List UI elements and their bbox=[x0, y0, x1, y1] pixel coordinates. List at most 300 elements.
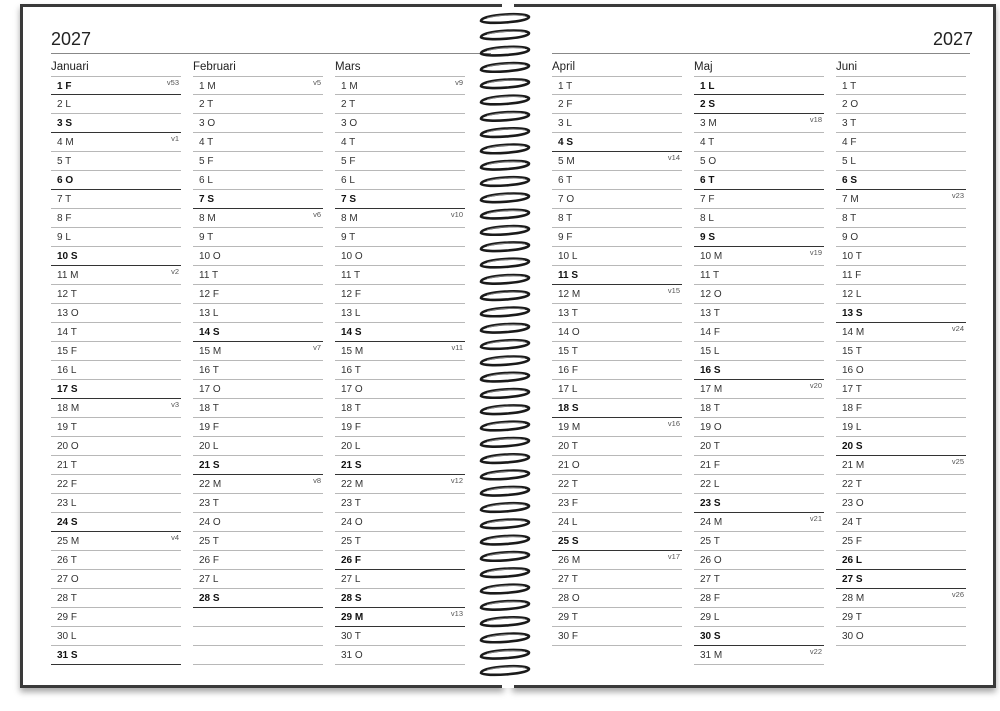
right-year-divider bbox=[552, 53, 970, 54]
spiral-loop-icon bbox=[481, 79, 529, 88]
day-label: 1 T bbox=[558, 81, 573, 92]
day-label: 8 T bbox=[558, 213, 573, 224]
day-label: 9 L bbox=[57, 232, 71, 243]
day-label: 4 S bbox=[558, 137, 574, 148]
day-row bbox=[552, 532, 682, 551]
day-row bbox=[836, 304, 966, 323]
day-label: 22 T bbox=[558, 479, 578, 490]
day-row bbox=[836, 190, 966, 209]
day-row bbox=[694, 418, 824, 437]
day-label: 21 M bbox=[842, 460, 865, 471]
day-label: 26 F bbox=[199, 555, 220, 566]
day-row bbox=[836, 380, 966, 399]
day-label: 13 L bbox=[199, 308, 219, 319]
spiral-loop-icon bbox=[481, 210, 529, 219]
day-label: 21 F bbox=[700, 460, 721, 471]
day-label: 31 M bbox=[700, 650, 723, 661]
day-row bbox=[335, 551, 465, 570]
day-label: 4 T bbox=[199, 137, 214, 148]
day-row bbox=[335, 513, 465, 532]
day-label: 9 T bbox=[341, 232, 356, 243]
day-label: 25 F bbox=[842, 536, 863, 547]
day-row bbox=[51, 418, 181, 437]
week-number: v20 bbox=[809, 381, 822, 390]
day-label: 11 S bbox=[558, 270, 579, 281]
day-label: 7 O bbox=[558, 194, 575, 205]
left-page-year: 2027 bbox=[51, 29, 92, 49]
day-row bbox=[335, 494, 465, 513]
day-row bbox=[335, 152, 465, 171]
day-row bbox=[193, 570, 323, 589]
day-label: 4 T bbox=[700, 137, 715, 148]
month-name: Januari bbox=[51, 61, 89, 73]
day-row bbox=[552, 304, 682, 323]
day-row bbox=[193, 513, 323, 532]
month-juni bbox=[836, 59, 966, 646]
day-row bbox=[193, 494, 323, 513]
spiral-loop-icon bbox=[481, 520, 529, 529]
day-label: 6 O bbox=[57, 175, 74, 186]
day-row bbox=[335, 95, 465, 114]
week-number: v6 bbox=[313, 210, 321, 219]
day-label: 25 S bbox=[558, 536, 579, 547]
spiral-loop-icon bbox=[481, 438, 529, 447]
day-label: 8 L bbox=[700, 213, 714, 224]
day-row bbox=[51, 627, 181, 646]
spiral-loop-icon bbox=[481, 552, 529, 561]
day-row bbox=[552, 627, 682, 646]
day-label: 2 L bbox=[57, 99, 71, 110]
day-label: 17 S bbox=[57, 384, 78, 395]
day-row bbox=[335, 418, 465, 437]
day-label: 30 T bbox=[341, 631, 361, 642]
day-label: 3 O bbox=[199, 118, 216, 129]
day-label: 15 T bbox=[842, 346, 862, 357]
day-row bbox=[836, 76, 966, 95]
day-label: 14 S bbox=[199, 327, 220, 338]
day-label: 21 T bbox=[57, 460, 77, 471]
day-row bbox=[694, 608, 824, 627]
week-number: v19 bbox=[809, 248, 822, 257]
week-number: v25 bbox=[951, 457, 964, 466]
day-list bbox=[335, 76, 465, 665]
month-name: Mars bbox=[335, 61, 361, 73]
day-row bbox=[694, 190, 824, 209]
day-label: 13 T bbox=[700, 308, 720, 319]
month-mars bbox=[335, 59, 465, 665]
day-row bbox=[836, 399, 966, 418]
day-row bbox=[836, 114, 966, 133]
spiral-loop-icon bbox=[481, 259, 529, 268]
day-row bbox=[694, 342, 824, 361]
day-label: 3 O bbox=[341, 118, 358, 129]
day-label: 21 S bbox=[341, 460, 362, 471]
day-label: 18 T bbox=[199, 403, 219, 414]
day-row bbox=[335, 76, 465, 95]
day-label: 10 O bbox=[341, 251, 363, 262]
day-label: 29 T bbox=[558, 612, 578, 623]
day-row bbox=[694, 266, 824, 285]
day-row bbox=[552, 475, 682, 494]
day-label: 26 M bbox=[558, 555, 581, 566]
day-label: 19 M bbox=[558, 422, 581, 433]
day-label: 16 F bbox=[558, 365, 579, 376]
day-label: 24 T bbox=[842, 517, 862, 528]
day-label: 12 L bbox=[842, 289, 862, 300]
day-row bbox=[193, 76, 323, 95]
spiral-loop-icon bbox=[481, 373, 529, 382]
day-label: 13 T bbox=[558, 308, 578, 319]
day-label: 16 T bbox=[341, 365, 361, 376]
day-row bbox=[193, 304, 323, 323]
day-label: 9 T bbox=[199, 232, 214, 243]
day-label: 12 F bbox=[199, 289, 220, 300]
day-label: 5 F bbox=[341, 156, 356, 167]
spiral-loop-icon bbox=[481, 536, 529, 545]
day-label: 10 L bbox=[558, 251, 578, 262]
day-row bbox=[335, 437, 465, 456]
day-row bbox=[335, 190, 465, 209]
day-row bbox=[836, 608, 966, 627]
day-row bbox=[51, 285, 181, 304]
week-number: v26 bbox=[951, 590, 964, 599]
day-label: 11 T bbox=[199, 270, 219, 281]
day-row bbox=[552, 228, 682, 247]
day-label: 23 O bbox=[842, 498, 864, 509]
day-label: 20 S bbox=[842, 441, 863, 452]
day-label: 19 O bbox=[700, 422, 722, 433]
day-row bbox=[51, 608, 181, 627]
month-name: Juni bbox=[836, 61, 858, 73]
day-row bbox=[335, 475, 465, 494]
day-row bbox=[836, 171, 966, 190]
week-number: v9 bbox=[455, 78, 463, 87]
day-row bbox=[193, 551, 323, 570]
spiral-loop-icon bbox=[481, 487, 529, 496]
day-label: 30 O bbox=[842, 631, 864, 642]
day-row bbox=[51, 152, 181, 171]
day-label: 27 O bbox=[57, 574, 79, 585]
day-row bbox=[552, 285, 682, 304]
day-label: 23 S bbox=[700, 498, 721, 509]
day-label: 30 L bbox=[57, 631, 77, 642]
day-row bbox=[335, 399, 465, 418]
day-label: 13 O bbox=[57, 308, 79, 319]
day-row bbox=[694, 589, 824, 608]
day-label: 23 F bbox=[558, 498, 579, 509]
day-row bbox=[836, 152, 966, 171]
day-label: 16 L bbox=[57, 365, 77, 376]
day-label: 31 S bbox=[57, 650, 78, 661]
spiral-loop-icon bbox=[481, 568, 529, 577]
day-label: 7 T bbox=[57, 194, 72, 205]
day-row bbox=[552, 190, 682, 209]
day-label: 1 F bbox=[57, 81, 72, 92]
day-row bbox=[335, 209, 465, 228]
spiral-loop-icon bbox=[481, 357, 529, 366]
day-label: 19 F bbox=[341, 422, 362, 433]
day-row bbox=[51, 342, 181, 361]
day-row bbox=[694, 228, 824, 247]
day-row bbox=[552, 456, 682, 475]
day-row bbox=[51, 266, 181, 285]
day-row bbox=[694, 114, 824, 133]
day-label: 27 S bbox=[842, 574, 863, 585]
day-row bbox=[552, 570, 682, 589]
day-label: 12 O bbox=[700, 289, 722, 300]
day-row bbox=[836, 513, 966, 532]
day-row bbox=[193, 323, 323, 342]
day-row bbox=[193, 228, 323, 247]
day-label: 27 L bbox=[199, 574, 219, 585]
day-label: 27 T bbox=[700, 574, 720, 585]
day-row bbox=[552, 551, 682, 570]
day-label: 17 L bbox=[558, 384, 578, 395]
day-label: 16 O bbox=[842, 365, 864, 376]
day-label: 28 M bbox=[842, 593, 865, 604]
day-row bbox=[51, 646, 181, 665]
day-row bbox=[694, 399, 824, 418]
day-row bbox=[694, 171, 824, 190]
day-row bbox=[552, 209, 682, 228]
day-row bbox=[552, 494, 682, 513]
day-label: 16 S bbox=[700, 365, 721, 376]
month-april bbox=[552, 59, 682, 646]
day-row bbox=[694, 323, 824, 342]
day-label: 15 T bbox=[558, 346, 578, 357]
day-row bbox=[335, 323, 465, 342]
day-list bbox=[552, 76, 682, 646]
day-label: 25 T bbox=[199, 536, 219, 547]
day-row bbox=[335, 589, 465, 608]
day-row bbox=[51, 456, 181, 475]
spiral-loop-icon bbox=[481, 585, 529, 594]
day-row bbox=[193, 646, 323, 665]
spiral-loop-icon bbox=[481, 503, 529, 512]
day-label: 17 M bbox=[700, 384, 723, 395]
day-list bbox=[694, 76, 824, 665]
spiral-loop-icon bbox=[481, 275, 529, 284]
day-label: 29 L bbox=[700, 612, 720, 623]
month-januari bbox=[51, 59, 181, 665]
day-list bbox=[51, 76, 181, 665]
spiral-loop-icon bbox=[481, 177, 529, 186]
day-label: 23 L bbox=[57, 498, 77, 509]
day-row bbox=[51, 494, 181, 513]
day-label: 2 T bbox=[199, 99, 214, 110]
day-label: 7 S bbox=[199, 194, 215, 205]
day-label: 20 T bbox=[558, 441, 578, 452]
day-row bbox=[51, 95, 181, 114]
day-row bbox=[694, 133, 824, 152]
week-number: v12 bbox=[450, 476, 463, 485]
week-number: v4 bbox=[171, 533, 179, 542]
day-row bbox=[51, 361, 181, 380]
day-row bbox=[193, 475, 323, 494]
day-row bbox=[193, 247, 323, 266]
day-label: 15 L bbox=[700, 346, 720, 357]
spiral-loop-icon bbox=[481, 405, 529, 414]
day-label: 26 L bbox=[842, 555, 863, 566]
day-label: 19 F bbox=[199, 422, 220, 433]
spiral-loop-icon bbox=[481, 161, 529, 170]
day-label: 6 T bbox=[558, 175, 573, 186]
day-label: 11 F bbox=[842, 270, 862, 281]
day-label: 22 T bbox=[842, 479, 862, 490]
day-row bbox=[552, 399, 682, 418]
day-label: 5 L bbox=[842, 156, 856, 167]
day-row bbox=[836, 418, 966, 437]
day-row bbox=[193, 361, 323, 380]
week-number: v8 bbox=[313, 476, 321, 485]
day-label: 10 O bbox=[199, 251, 221, 262]
day-row bbox=[51, 589, 181, 608]
day-row bbox=[51, 380, 181, 399]
day-row bbox=[51, 190, 181, 209]
day-row bbox=[335, 342, 465, 361]
day-row bbox=[836, 570, 966, 589]
day-label: 3 S bbox=[57, 118, 73, 129]
day-row bbox=[51, 304, 181, 323]
week-number: v15 bbox=[667, 286, 680, 295]
week-number: v53 bbox=[166, 78, 179, 87]
day-row bbox=[694, 646, 824, 665]
day-label: 5 O bbox=[700, 156, 717, 167]
day-row bbox=[836, 437, 966, 456]
day-label: 24 O bbox=[199, 517, 221, 528]
day-label: 4 M bbox=[57, 137, 74, 148]
week-number: v21 bbox=[809, 514, 822, 523]
day-label: 24 L bbox=[558, 517, 578, 528]
day-row bbox=[694, 532, 824, 551]
spiral-loop-icon bbox=[481, 308, 529, 317]
spiral-loop-icon bbox=[481, 145, 529, 154]
day-label: 28 O bbox=[558, 593, 580, 604]
day-row bbox=[193, 114, 323, 133]
spiral-loop-icon bbox=[481, 14, 529, 23]
day-row bbox=[51, 475, 181, 494]
left-page bbox=[20, 4, 504, 688]
day-label: 28 T bbox=[57, 593, 77, 604]
day-row bbox=[552, 247, 682, 266]
week-number: v18 bbox=[809, 115, 822, 124]
day-label: 9 S bbox=[700, 232, 716, 243]
day-row bbox=[694, 361, 824, 380]
day-label: 22 M bbox=[199, 479, 222, 490]
day-label: 22 F bbox=[57, 479, 78, 490]
day-row bbox=[694, 456, 824, 475]
day-label: 27 T bbox=[558, 574, 578, 585]
day-row bbox=[694, 494, 824, 513]
day-row bbox=[836, 627, 966, 646]
day-label: 12 M bbox=[558, 289, 581, 300]
day-label: 1 T bbox=[842, 81, 857, 92]
day-row bbox=[335, 247, 465, 266]
day-row bbox=[335, 266, 465, 285]
spiral-loop-icon bbox=[481, 601, 529, 610]
day-row bbox=[193, 627, 323, 646]
week-number: v23 bbox=[951, 191, 964, 200]
day-row bbox=[193, 133, 323, 152]
day-row bbox=[335, 285, 465, 304]
week-number: v11 bbox=[451, 343, 463, 352]
day-row bbox=[335, 627, 465, 646]
spiral-loop-icon bbox=[481, 194, 529, 203]
day-row bbox=[51, 570, 181, 589]
day-row bbox=[335, 570, 465, 589]
day-label: 14 T bbox=[57, 327, 77, 338]
day-label: 8 M bbox=[341, 213, 358, 224]
day-label: 17 O bbox=[199, 384, 221, 395]
day-row bbox=[51, 399, 181, 418]
day-row bbox=[552, 513, 682, 532]
day-label: 25 M bbox=[57, 536, 80, 547]
week-number: v24 bbox=[951, 324, 964, 333]
day-label: 2 F bbox=[558, 99, 573, 110]
day-label: 1 L bbox=[700, 81, 715, 92]
week-number: v7 bbox=[313, 343, 321, 352]
day-label: 17 T bbox=[842, 384, 862, 395]
day-row bbox=[335, 380, 465, 399]
day-label: 5 M bbox=[558, 156, 575, 167]
day-row bbox=[193, 190, 323, 209]
day-label: 13 L bbox=[341, 308, 361, 319]
day-row bbox=[193, 608, 323, 627]
month-name: Maj bbox=[694, 61, 713, 73]
day-label: 18 T bbox=[341, 403, 361, 414]
day-row bbox=[51, 513, 181, 532]
day-label: 6 T bbox=[700, 175, 715, 186]
day-row bbox=[694, 551, 824, 570]
day-row bbox=[836, 551, 966, 570]
day-label: 28 S bbox=[199, 593, 220, 604]
day-list bbox=[193, 76, 323, 665]
day-label: 21 S bbox=[199, 460, 220, 471]
day-label: 16 T bbox=[199, 365, 219, 376]
day-label: 24 M bbox=[700, 517, 723, 528]
day-row bbox=[335, 114, 465, 133]
day-row bbox=[193, 95, 323, 114]
day-row bbox=[836, 475, 966, 494]
spiral-loop-icon bbox=[481, 634, 529, 643]
day-label: 20 L bbox=[199, 441, 219, 452]
day-row bbox=[694, 152, 824, 171]
day-row bbox=[193, 285, 323, 304]
day-row bbox=[51, 437, 181, 456]
day-row bbox=[552, 76, 682, 95]
day-label: 22 L bbox=[700, 479, 720, 490]
day-row bbox=[552, 114, 682, 133]
day-row bbox=[51, 76, 181, 95]
day-row bbox=[193, 266, 323, 285]
day-row bbox=[51, 171, 181, 190]
day-row bbox=[694, 513, 824, 532]
day-label: 25 T bbox=[700, 536, 720, 547]
day-row bbox=[836, 266, 966, 285]
day-label: 28 F bbox=[700, 593, 721, 604]
day-row bbox=[836, 323, 966, 342]
day-label: 10 S bbox=[57, 251, 78, 262]
day-row bbox=[836, 95, 966, 114]
day-label: 19 T bbox=[57, 422, 77, 433]
day-row bbox=[552, 380, 682, 399]
day-row bbox=[335, 646, 465, 665]
day-label: 7 M bbox=[842, 194, 859, 205]
day-label: 26 T bbox=[57, 555, 77, 566]
day-row bbox=[552, 95, 682, 114]
day-label: 2 T bbox=[341, 99, 356, 110]
day-row bbox=[51, 209, 181, 228]
